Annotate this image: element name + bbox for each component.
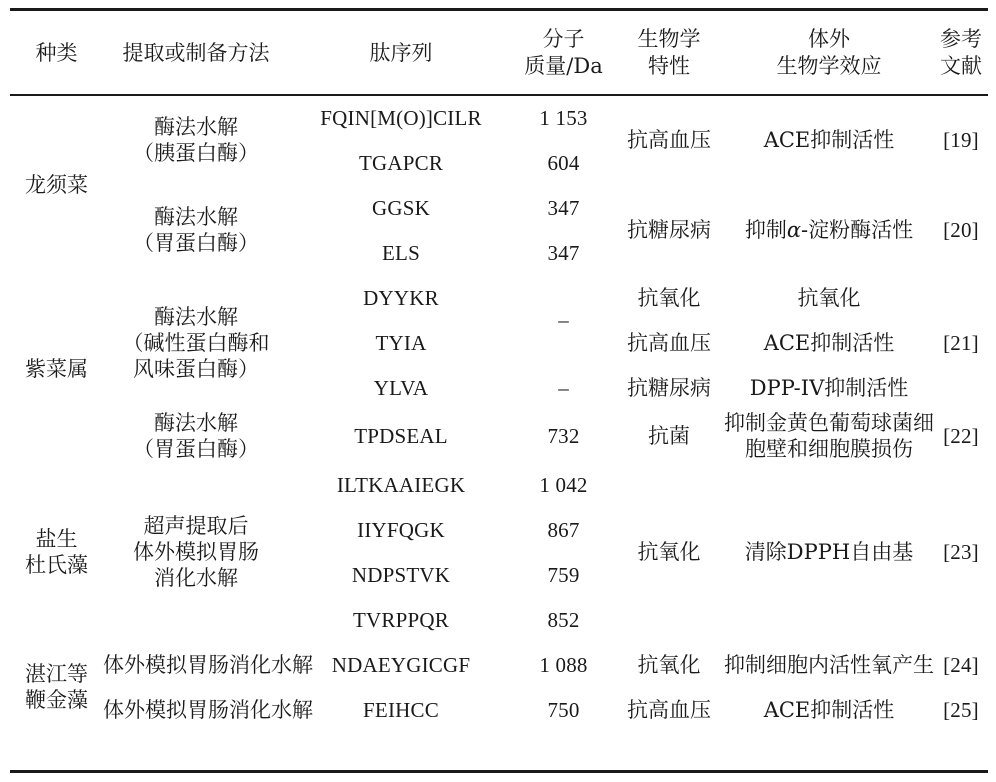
- table-row: [10, 642, 988, 687]
- mw-cell: –: [558, 308, 569, 332]
- sequence-cell: YLVA: [373, 375, 429, 400]
- sequence-cell: ELS: [382, 240, 420, 265]
- property-cell: 抗高血压: [627, 128, 711, 152]
- sequence-cell: ILTKAAIEGK: [336, 472, 466, 497]
- effect-cell: 抑制金黄色葡萄球菌细 胞壁和细胞膜损伤: [724, 411, 934, 461]
- table-row: [10, 185, 988, 230]
- table-row: [10, 95, 988, 140]
- peptide-table: [10, 11, 988, 732]
- method-cell: 超声提取后 体外模拟胃肠 消化水解: [133, 514, 259, 590]
- mw-cell: 852: [547, 607, 580, 632]
- mw-cell: 759: [547, 562, 580, 587]
- method-cell: 酶法水解 （碱性蛋白酶和 风味蛋白酶）: [122, 304, 270, 381]
- sequence-cell: IIYFQGK: [357, 517, 445, 542]
- header-species: 种类: [35, 40, 78, 65]
- method-cell: 酶法水解 （胰蛋白酶）: [133, 115, 259, 165]
- species-cell: 紫菜属: [25, 356, 88, 381]
- species-cell: 盐生 杜氏藻: [25, 527, 88, 577]
- header-row: [10, 11, 988, 95]
- property-cell: 抗糖尿病: [627, 218, 711, 242]
- table-row: [10, 275, 988, 320]
- sequence-cell: DYYKR: [363, 285, 439, 310]
- method-cell: 体外模拟胃肠消化水解: [103, 652, 313, 677]
- effect-cell: 抑制α-淀粉酶活性: [744, 218, 914, 242]
- property-cell: 抗菌: [648, 424, 690, 448]
- property-cell: 抗高血压: [627, 697, 711, 722]
- mw-cell: 1 042: [539, 472, 588, 497]
- reference-cell: [23]: [943, 540, 979, 564]
- header-effect: 体外 生物学效应: [776, 27, 882, 78]
- header-molecular-weight: 分子 质量/Da: [524, 27, 603, 78]
- sequence-cell: TYIA: [375, 330, 427, 355]
- sequence-cell: FQIN[M(O)]CILR: [320, 105, 482, 130]
- method-cell: 体外模拟胃肠消化水解: [103, 697, 313, 722]
- mw-cell: 604: [547, 150, 580, 175]
- header-reference: 参考 文献: [940, 27, 982, 78]
- mw-cell: 347: [547, 195, 580, 220]
- reference-cell: [20]: [943, 218, 979, 242]
- bottom-rule: [10, 770, 988, 773]
- species-cell: 湛江等 鞭金藻: [25, 662, 88, 712]
- reference-cell: [22]: [943, 424, 979, 448]
- property-cell: 抗氧化: [637, 285, 701, 310]
- reference-cell: [25]: [943, 697, 979, 722]
- sequence-cell: NDAEYGICGF: [331, 652, 471, 677]
- reference-cell: [24]: [943, 652, 979, 677]
- mw-cell: –: [558, 375, 569, 400]
- method-cell: 酶法水解 （胃蛋白酶）: [133, 411, 259, 461]
- sequence-cell: GGSK: [372, 195, 430, 220]
- property-cell: 抗氧化: [637, 540, 701, 564]
- header-method: 提取或制备方法: [122, 40, 270, 65]
- sequence-cell: TGAPCR: [358, 150, 444, 175]
- sequence-cell: NDPSTVK: [351, 562, 451, 587]
- effect-cell: 抗氧化: [797, 285, 861, 310]
- effect-cell: ACE抑制活性: [763, 128, 895, 152]
- header-property: 生物学 特性: [637, 27, 701, 78]
- mw-cell: 750: [547, 697, 580, 722]
- property-cell: 抗糖尿病: [627, 375, 711, 400]
- mw-cell: 1 088: [539, 652, 588, 677]
- sequence-cell: TPDSEAL: [354, 424, 448, 448]
- species-cell: 龙须菜: [25, 173, 88, 197]
- effect-cell: ACE抑制活性: [763, 330, 895, 355]
- mw-cell: 732: [547, 424, 580, 448]
- property-cell: 抗高血压: [627, 330, 711, 355]
- mw-cell: 867: [547, 517, 580, 542]
- header-sequence: 肽序列: [369, 40, 433, 65]
- property-cell: 抗氧化: [637, 652, 701, 677]
- table-row: [10, 462, 988, 507]
- mw-cell: 1 153: [539, 105, 588, 130]
- effect-cell: 清除DPPH自由基: [744, 540, 914, 564]
- effect-cell: ACE抑制活性: [763, 697, 895, 722]
- sequence-cell: TVRPPQR: [353, 607, 449, 632]
- reference-cell: [19]: [943, 128, 979, 152]
- table-row: [10, 687, 988, 732]
- reference-cell: [21]: [943, 330, 979, 355]
- mw-cell: 347: [547, 240, 580, 265]
- method-cell: 酶法水解 （胃蛋白酶）: [133, 205, 259, 255]
- effect-cell: DPP-IV抑制活性: [749, 375, 909, 400]
- effect-cell: 抑制细胞内活性氧产生: [724, 652, 934, 677]
- sequence-cell: FEIHCC: [363, 697, 439, 722]
